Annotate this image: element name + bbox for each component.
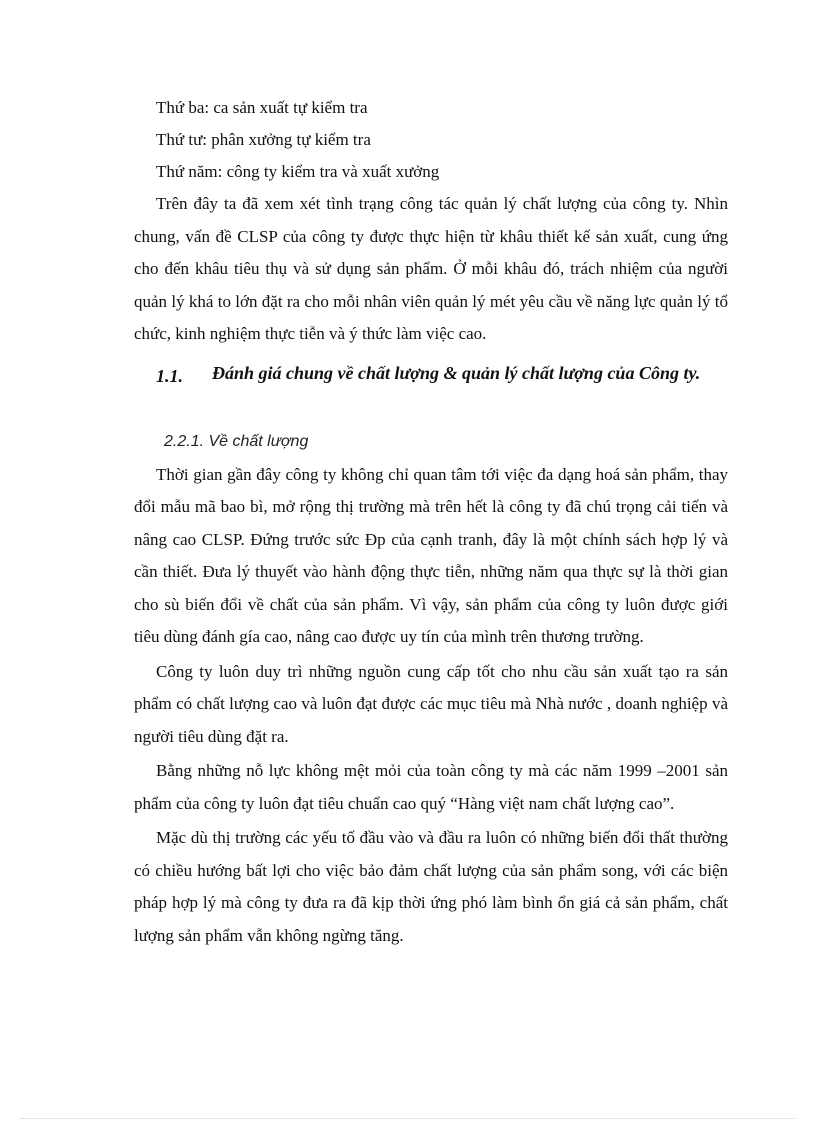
body-paragraph: Mặc dù thị trường các yếu tố đầu vào và đầu ra luôn có những biến đổi thất thường có chiều hướng bất lợi cho việc bảo đảm chất lượng của sản phẩm song, với các biện pháp hợp lý mà công ty đưa ra đã kịp thời ứng phó làm bình ổn giá cả sản phẩm, chất lượng sản phẩm vẫn không ngừng tăng.	[134, 828, 728, 945]
document-body	[134, 92, 728, 952]
section-heading	[134, 357, 728, 427]
list-line-third: Thứ ba: ca sản xuất tự kiểm tra	[156, 98, 368, 117]
list-line-fifth: Thứ năm: công ty kiểm tra và xuất xưởng	[156, 162, 440, 181]
body-paragraph: Thời gian gần đây công ty không chỉ quan tâm tới việc đa dạng hoá sản phẩm, thay đổi mẫu mã bao bì, mở rộng thị trường mà trên hết là công ty đã chú trọng cải tiến và nâng cao CLSP. Đứng trước sức Đp của cạnh tranh, đây là một chính sách hợp lý và cần thiết. Đưa lý thuyết vào hành động thực tiễn, những năm qua thực sự là thời gian cho sù biến đổi về chất của sản phẩm. Vì vậy, sản phẩm của công ty luôn được giới tiêu dùng đánh gía cao, nâng cao được uy tín của mình trên thương trường.	[134, 464, 728, 646]
section-title: Đánh giá chung về chất lượng & quản lý chất lượng của Công ty.	[212, 362, 701, 383]
subsection-heading: 2.2.1. Về chất lượng	[164, 432, 309, 450]
intro-paragraph: Trên đây ta đã xem xét tình trạng công tác quản lý chất lượng của công ty. Nhìn chung, vấn đề CLSP của công ty được thực hiện từ khâu thiết kế sản xuất, cung ứng cho đến khâu tiêu thụ và sử dụng sản phẩm. Ở mỗi khâu đó, trách nhiệm của người quản lý khá to lớn đặt ra cho mỗi nhân viên quản lý mét yêu cầu về năng lực quản lý tổ chức, kinh nghiệm thực tiễn và ý thức làm việc cao.	[134, 194, 728, 343]
body-paragraph: Công ty luôn duy trì những nguồn cung cấp tốt cho nhu cầu sản xuất tạo ra sản phẩm có chất lượng cao và luôn đạt được các mục tiêu mà Nhà nước , doanh nghiệp và người tiêu dùng đặt ra.	[134, 661, 728, 746]
body-paragraph: Bằng những nỗ lực không mệt mỏi của toàn công ty mà các năm 1999 –2001 sản phẩm của công ty luôn đạt tiêu chuẩn cao quý “Hàng việt nam chất lượng cao”.	[134, 761, 728, 813]
section-number: 1.1.	[156, 365, 183, 386]
list-line-fourth: Thứ tư: phân xưởng tự kiểm tra	[156, 130, 371, 149]
page-footer-rule	[20, 1118, 796, 1119]
